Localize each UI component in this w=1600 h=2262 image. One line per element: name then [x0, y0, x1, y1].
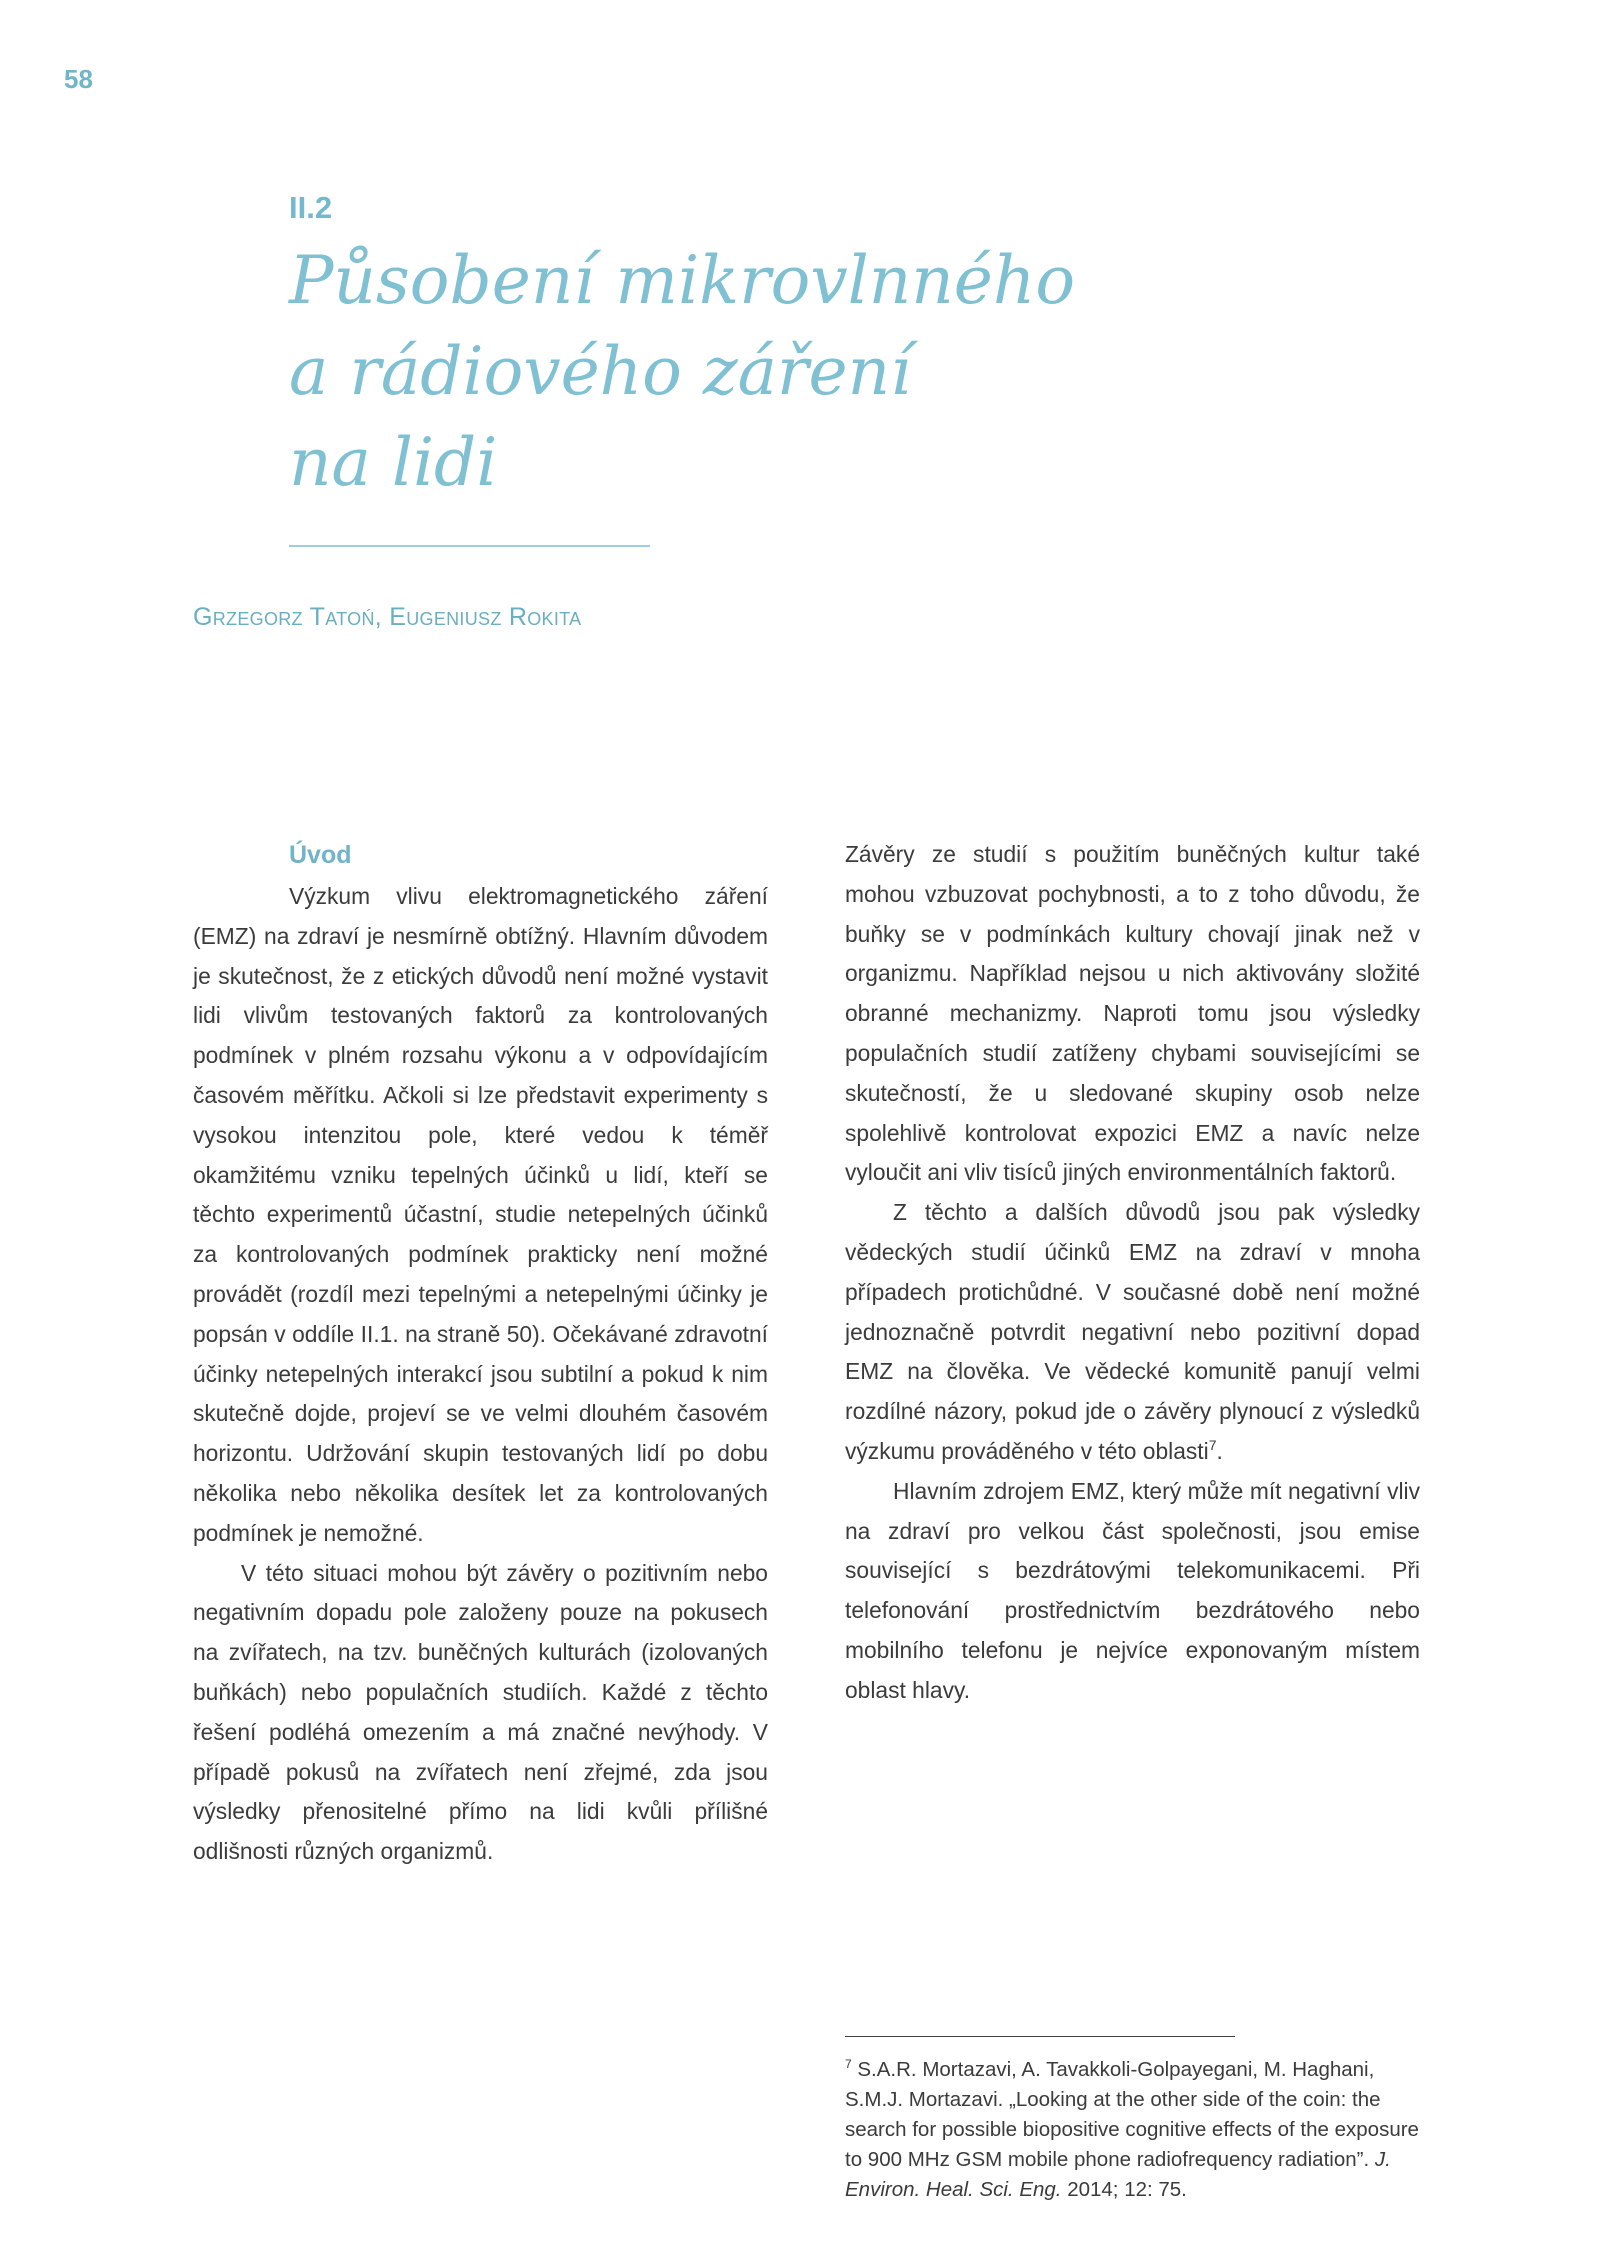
chapter-title-line: na lidi: [289, 424, 498, 501]
authors: Grzegorz Tatoń, Eugeniusz Rokita: [193, 603, 582, 631]
body-paragraph: [845, 1193, 1420, 1472]
paragraph-text: .: [1216, 1437, 1223, 1464]
chapter-title-line: Působení mikrovlnného: [289, 242, 1076, 319]
body-paragraph: Hlavním zdrojem EMZ, který může mít negativní vliv na zdraví pro velkou část společnosti, jsou emise související s bezdrátovými telekomunikacemi. Při telefonování prostřednictvím bezdrátového nebo mobilního telefonu je nejvíce exponovaným místem oblast hlavy.: [845, 1477, 1420, 1703]
footnote-reference[interactable]: 7: [1208, 1436, 1217, 1453]
chapter-title: [289, 235, 1189, 508]
footnote: [845, 2055, 1420, 2205]
chapter-number: II.2: [289, 190, 333, 225]
paragraph-text: Z těchto a dalších důvodů jsou pak výsledky vědeckých studií účinků EMZ na zdraví v mnoha případech protichůdné. V současné době není možné jednoznačně potvrdit negativní nebo pozitivní dopad EMZ na člověka. Ve vědecké komunitě panují velmi rozdílné názory, pokud jde o závěry plynoucí z výsledků výzkumu prováděného v této oblasti: [845, 1199, 1420, 1464]
right-column: [845, 835, 1420, 1711]
body-paragraph: Závěry ze studií s použitím buněčných kultur také mohou vzbuzovat pochybnosti, a to z toho důvodu, že buňky se v podmínkách kultury chovají jinak než v organizmu. Například nejsou u nich aktivovány složité obranné mechanizmy. Naproti tomu jsou výsledky populačních studií zatíženy chybami souvisejícími se skutečností, že u sledované skupiny osob nelze spolehlivě kontrolovat expozici EMZ a navíc nelze vyloučit ani vliv tisíců jiných environmentálních faktorů.: [845, 841, 1420, 1186]
footnote-text: S.A.R. Mortazavi, A. Tavakkoli-Golpayegani, M. Haghani, S.M.J. Mortazavi. „Looking at the other side of the coin: the search for possible biopositive cognitive effects of the exposure to 900 MHz GSM mobile phone radiofrequency radiation”.: [845, 2058, 1419, 2171]
section-heading: Úvod: [289, 841, 352, 869]
footnote-number: 7: [845, 2057, 852, 2071]
footnote-divider: [845, 2036, 1235, 2037]
chapter-title-line: a rádiového záření: [289, 333, 912, 410]
page-number: 58: [64, 64, 93, 94]
body-paragraph: Výzkum vlivu elektromagnetického záření (EMZ) na zdraví je nesmírně obtížný. Hlavním důvodem je skutečnost, že z etických důvodů není možné vystavit lidi vlivům testovaných faktorů za kontrolovaných podmínek v plném rozsahu výkonu a v odpovídajícím časovém měřítku. Ačkoli si lze představit experimenty s vysokou intenzitou pole, které vedou k téměř okamžitému vzniku tepelných účinků u lidí, kteří se těchto experimentů účastní, studie netepelných účinků za kontrolovaných podmínek prakticky není možné provádět (rozdíl mezi tepelnými a netepelnými účinky je popsán v oddíle II.1. na straně 50). Očekávané zdravotní účinky netepelných interakcí jsou subtilní a pokud k nim skutečně dojde, projeví se ve velmi dlouhém časovém horizontu. Udržování skupin testovaných lidí po dobu několika nebo několika desítek let za kontrolovaných podmínek je nemožné.: [193, 883, 768, 1546]
body-paragraph: V této situaci mohou být závěry o pozitivním nebo negativním dopadu pole založeny pouze na pokusech na zvířatech, na tzv. buněčných kulturách (izolovaných buňkách) nebo populačních studiích. Každé z těchto řešení podléhá omezením a má značné nevýhody. V případě pokusů na zvířatech není zřejmé, zda jsou výsledky přenositelné přímo na lidi kvůli přílišné odlišnosti různých organizmů.: [193, 1559, 768, 1865]
left-column: [193, 835, 768, 1872]
title-divider: [289, 545, 650, 547]
footnote-journal: J. Environ. Heal. Sci. Eng.: [845, 2148, 1391, 2201]
footnote-tail: 2014; 12: 75.: [1061, 2178, 1187, 2201]
